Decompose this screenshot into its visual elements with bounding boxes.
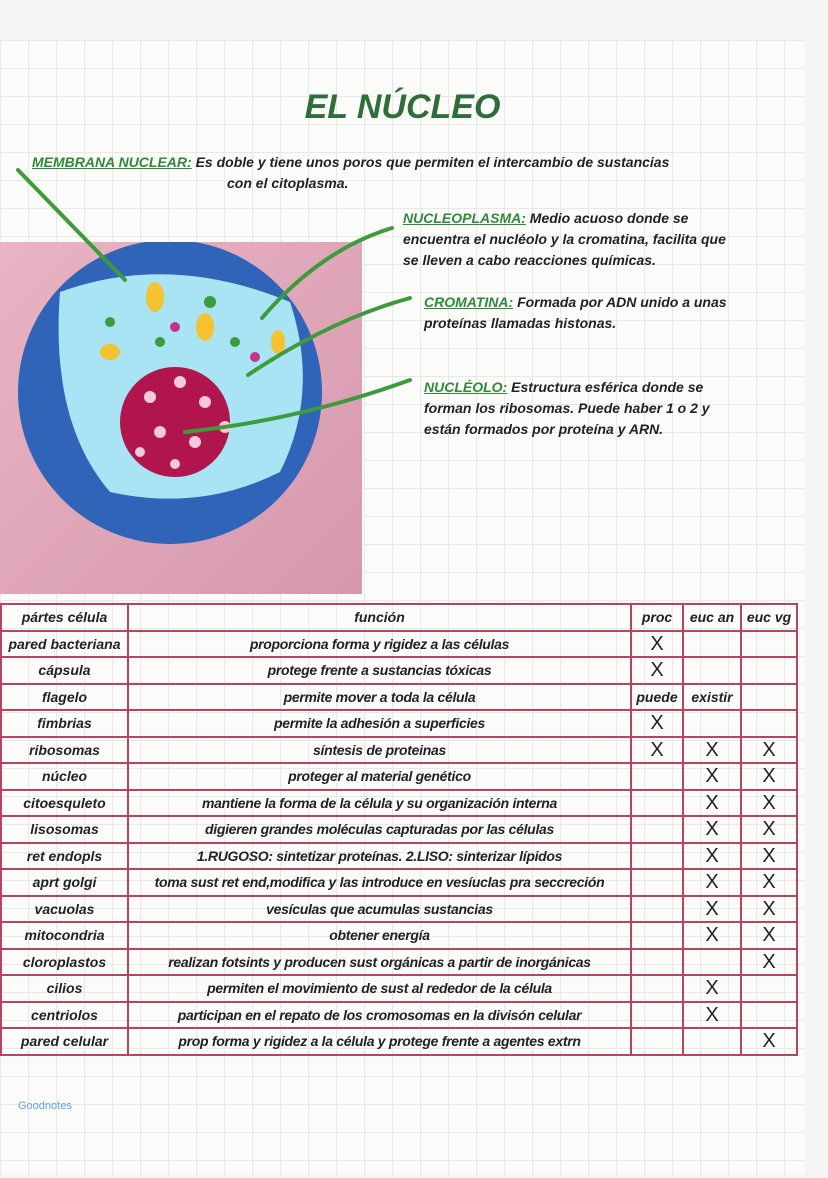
header-euc-vg: euc vg [741, 604, 797, 631]
table-row [1, 816, 797, 843]
cell-proc [631, 896, 683, 923]
cell-proc [631, 869, 683, 896]
cell-euc-vg: X [741, 949, 797, 976]
cell-function: toma sust ret end,modifica y las introduce en vesíuclas pra seccreción [128, 869, 631, 896]
cell-proc [631, 790, 683, 817]
table-row [1, 631, 797, 658]
cell-part: vacuolas [1, 896, 128, 923]
cell-part: pared bacteriana [1, 631, 128, 658]
cell-euc-vg: X [741, 1028, 797, 1055]
cell-euc-vg [741, 710, 797, 737]
cell-proc [631, 975, 683, 1002]
cell-euc-vg: X [741, 922, 797, 949]
cell-proc: X [631, 710, 683, 737]
cell-function: permiten el movimiento de sust al rededor de la célula [128, 975, 631, 1002]
cell-proc [631, 1028, 683, 1055]
header-partes: pártes célula [1, 604, 128, 631]
table-row [1, 684, 797, 711]
cell-euc-vg: X [741, 843, 797, 870]
cell-part: ret endopls [1, 843, 128, 870]
cell-part: cilios [1, 975, 128, 1002]
cell-part: lisosomas [1, 816, 128, 843]
label-cromatina: CROMATINA: Formada por ADN unido a unas proteínas llamadas histonas. [424, 294, 727, 331]
table-row [1, 710, 797, 737]
cell-function: prop forma y rigidez a la célula y protege frente a agentes extrn [128, 1028, 631, 1055]
cell-proc [631, 843, 683, 870]
cell-euc-an [683, 710, 741, 737]
cell-euc-an: X [683, 763, 741, 790]
cell-euc-an: X [683, 843, 741, 870]
table-row [1, 949, 797, 976]
table-row [1, 922, 797, 949]
table-row [1, 975, 797, 1002]
cell-part: pared celular [1, 1028, 128, 1055]
cell-euc-vg [741, 975, 797, 1002]
cell-euc-an [683, 631, 741, 658]
cell-part: cápsula [1, 657, 128, 684]
table-row [1, 1028, 797, 1055]
cell-function: protege frente a sustancias tóxicas [128, 657, 631, 684]
table-row [1, 737, 797, 764]
cell-part: mitocondria [1, 922, 128, 949]
cell-function: proteger al material genético [128, 763, 631, 790]
table-header-row [1, 604, 797, 631]
cell-part: citoesquleto [1, 790, 128, 817]
table-row [1, 843, 797, 870]
cell-function: mantiene la forma de la célula y su organización interna [128, 790, 631, 817]
page-title: EL NÚCLEO [304, 88, 501, 126]
cell-euc-vg [741, 1002, 797, 1029]
cell-proc: puede [631, 684, 683, 711]
watermark: Goodnotes [18, 1100, 72, 1112]
cell-part: fimbrias [1, 710, 128, 737]
cell-euc-vg: X [741, 737, 797, 764]
cell-euc-vg: X [741, 896, 797, 923]
cell-function: obtener energía [128, 922, 631, 949]
cell-euc-an: existir [683, 684, 741, 711]
cell-euc-an: X [683, 896, 741, 923]
cell-euc-an: X [683, 869, 741, 896]
cell-proc: X [631, 737, 683, 764]
cell-proc: X [631, 631, 683, 658]
cell-euc-vg: X [741, 763, 797, 790]
cell-euc-vg [741, 657, 797, 684]
cell-euc-vg [741, 631, 797, 658]
label-membrana: MEMBRANA NUCLEAR: Es doble y tiene unos poros que permiten el intercambio de sustancias con el citoplasma. [32, 154, 670, 191]
table-row [1, 1002, 797, 1029]
cell-euc-vg: X [741, 790, 797, 817]
cell-euc-an [683, 1028, 741, 1055]
header-funcion: función [128, 604, 631, 631]
cell-function: digieren grandes moléculas capturadas por las células [128, 816, 631, 843]
cell-euc-an [683, 657, 741, 684]
cell-part: flagelo [1, 684, 128, 711]
cell-proc [631, 949, 683, 976]
cell-part: núcleo [1, 763, 128, 790]
cell-proc [631, 1002, 683, 1029]
cell-function: realizan fotsints y producen sust orgánicas a partir de inorgánicas [128, 949, 631, 976]
cell-part: ribosomas [1, 737, 128, 764]
cell-euc-an: X [683, 816, 741, 843]
cell-function: permite la adhesión a superficies [128, 710, 631, 737]
cell-function: 1.RUGOSO: sintetizar proteínas. 2.LISO: sinterizar lípidos [128, 843, 631, 870]
cell-part: cloroplastos [1, 949, 128, 976]
table-row [1, 869, 797, 896]
table-row [1, 763, 797, 790]
header-euc-an: euc an [683, 604, 741, 631]
header-proc: proc [631, 604, 683, 631]
cell-euc-vg: X [741, 869, 797, 896]
cell-part: aprt golgi [1, 869, 128, 896]
cell-function: vesículas que acumulas sustancias [128, 896, 631, 923]
cell-euc-an [683, 949, 741, 976]
cell-parts-table [0, 603, 798, 1056]
cell-proc [631, 922, 683, 949]
cell-proc: X [631, 657, 683, 684]
cell-function: proporciona forma y rigidez a las células [128, 631, 631, 658]
table-row [1, 896, 797, 923]
table-row [1, 790, 797, 817]
label-nucleolo: NUCLÉOLO: Estructura esférica donde se forman los ribosomas. Puede haber 1 o 2 y están formados por proteína y ARN. [424, 379, 710, 437]
cell-euc-an: X [683, 1002, 741, 1029]
cell-euc-an: X [683, 922, 741, 949]
cell-euc-vg: X [741, 816, 797, 843]
cell-function: permite mover a toda la célula [128, 684, 631, 711]
label-nucleoplasma: NUCLEOPLASMA: Medio acuoso donde se encuentra el nucléolo y la cromatina, facilita que se lleven a cabo reacciones químicas. [403, 210, 726, 268]
table-row [1, 657, 797, 684]
cell-proc [631, 763, 683, 790]
cell-function: participan en el repato de los cromosomas en la divisón celular [128, 1002, 631, 1029]
cell-part: centriolos [1, 1002, 128, 1029]
cell-euc-an: X [683, 790, 741, 817]
cell-euc-an: X [683, 975, 741, 1002]
cell-function: síntesis de proteinas [128, 737, 631, 764]
cell-euc-an: X [683, 737, 741, 764]
cell-euc-vg [741, 684, 797, 711]
cell-proc [631, 816, 683, 843]
